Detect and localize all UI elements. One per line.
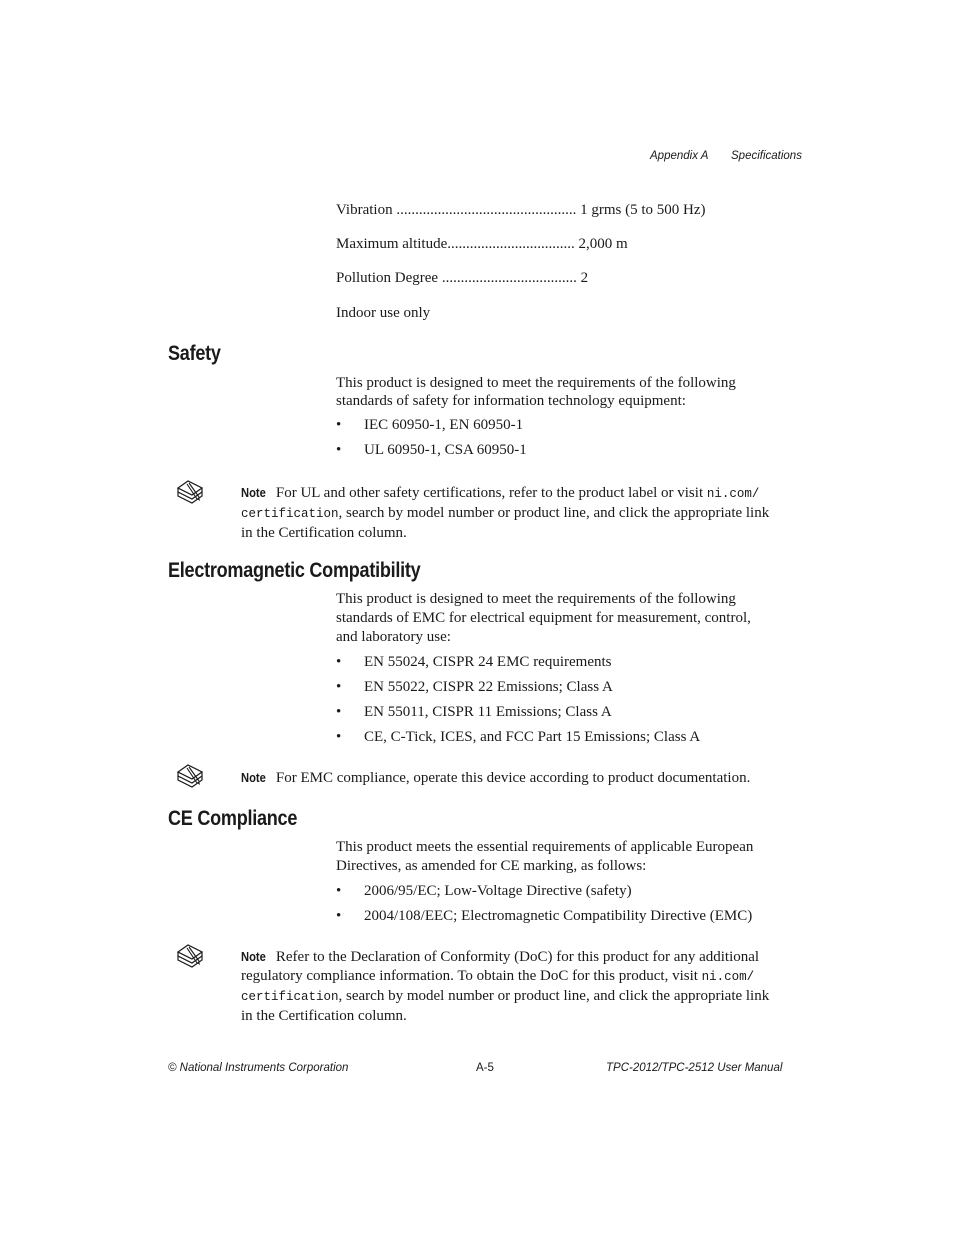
indoor-use-text: Indoor use only xyxy=(336,305,431,321)
safety-note xyxy=(241,483,801,543)
emc-note xyxy=(241,768,801,788)
note-text: in the Certification column. xyxy=(241,525,407,541)
ce-note xyxy=(241,947,801,1026)
spec-row-pollution xyxy=(336,269,736,288)
note-label: Note xyxy=(241,949,266,964)
safety-heading: Safety xyxy=(168,342,221,365)
note-text: regulatory compliance information. To obtain the DoC for this product, visit xyxy=(241,968,702,984)
ce-intro-line1: This product meets the essential requirements of applicable European xyxy=(336,839,754,855)
emc-intro-line1: This product is designed to meet the requirements of the following xyxy=(336,591,736,607)
list-item-text: UL 60950-1, CSA 60950-1 xyxy=(364,442,527,458)
list-item-text: IEC 60950-1, EN 60950-1 xyxy=(364,417,524,433)
note-pad-icon xyxy=(175,478,205,506)
safety-intro-line1: This product is designed to meet the requirements of the following xyxy=(336,375,736,391)
note-label: Note xyxy=(241,485,266,500)
list-item: • EN 55024, CISPR 24 EMC requirements xyxy=(336,654,612,670)
note-label: Note xyxy=(241,770,266,785)
note-pad-icon xyxy=(175,762,205,790)
list-item: • CE, C-Tick, ICES, and FCC Part 15 Emissions; Class A xyxy=(336,729,701,745)
spec-leader: .................................... xyxy=(441,270,577,286)
running-header-section: Specifications xyxy=(731,150,802,162)
list-item: • UL 60950-1, CSA 60950-1 xyxy=(336,442,527,458)
note-text: For UL and other safety certifications, refer to the product label or visit xyxy=(275,485,707,501)
ce-heading: CE Compliance xyxy=(168,807,298,830)
list-item-text: EN 55022, CISPR 22 Emissions; Class A xyxy=(364,679,613,695)
emc-heading: Electromagnetic Compatibility xyxy=(168,559,421,582)
list-item: • IEC 60950-1, EN 60950-1 xyxy=(336,417,524,433)
list-item: • 2006/95/EC; Low-Voltage Directive (safety) xyxy=(336,883,632,899)
spec-value: 2 xyxy=(580,270,589,286)
emc-intro-line2: standards of EMC for electrical equipment for measurement, control, xyxy=(336,610,751,626)
certification-link-cont[interactable]: certification xyxy=(241,990,339,1004)
footer-manual-title: TPC-2012/TPC-2512 User Manual xyxy=(606,1062,783,1074)
list-item-text: EN 55011, CISPR 11 Emissions; Class A xyxy=(364,704,612,720)
list-item-text: 2006/95/EC; Low-Voltage Directive (safety) xyxy=(364,883,632,899)
spec-value: 1 grms (5 to 500 Hz) xyxy=(580,202,706,218)
list-item: • 2004/108/EEC; Electromagnetic Compatibility Directive (EMC) xyxy=(336,908,753,924)
list-item-text: CE, C-Tick, ICES, and FCC Part 15 Emissions; Class A xyxy=(364,729,701,745)
ce-intro-line2: Directives, as amended for CE marking, as follows: xyxy=(336,858,647,874)
safety-intro-line2: standards of safety for information technology equipment: xyxy=(336,393,686,409)
note-text: Refer to the Declaration of Conformity (DoC) for this product for any additional xyxy=(275,949,760,965)
footer-copyright: © National Instruments Corporation xyxy=(168,1062,349,1074)
note-text: in the Certification column. xyxy=(241,1008,407,1024)
note-text: For EMC compliance, operate this device according to product documentation. xyxy=(275,770,751,786)
list-item-text: EN 55024, CISPR 24 EMC requirements xyxy=(364,654,612,670)
page-number: A-5 xyxy=(476,1062,494,1074)
note-text: , search by model number or product line, and click the appropriate link xyxy=(338,505,770,521)
certification-link-cont[interactable]: certification xyxy=(241,507,339,521)
spec-label: Maximum altitude xyxy=(336,236,448,252)
spec-label: Vibration xyxy=(336,202,393,218)
list-item: • EN 55011, CISPR 11 Emissions; Class A xyxy=(336,704,612,720)
spec-row-altitude xyxy=(336,235,736,254)
certification-link[interactable]: ni.com/ xyxy=(706,487,760,501)
list-item-text: 2004/108/EEC; Electromagnetic Compatibility Directive (EMC) xyxy=(364,908,753,924)
emc-intro-line3: and laboratory use: xyxy=(336,629,451,645)
spec-row-vibration xyxy=(336,201,736,220)
note-pad-icon xyxy=(175,942,205,970)
spec-leader: ................................................ xyxy=(396,202,577,218)
spec-value: 2,000 m xyxy=(578,236,628,252)
spec-label: Pollution Degree xyxy=(336,270,439,286)
note-text: , search by model number or product line, and click the appropriate link xyxy=(338,988,770,1004)
certification-link[interactable]: ni.com/ xyxy=(701,970,755,984)
spec-leader: .................................. xyxy=(447,236,575,252)
running-header-appendix: Appendix A xyxy=(650,150,709,162)
list-item: • EN 55022, CISPR 22 Emissions; Class A xyxy=(336,679,613,695)
